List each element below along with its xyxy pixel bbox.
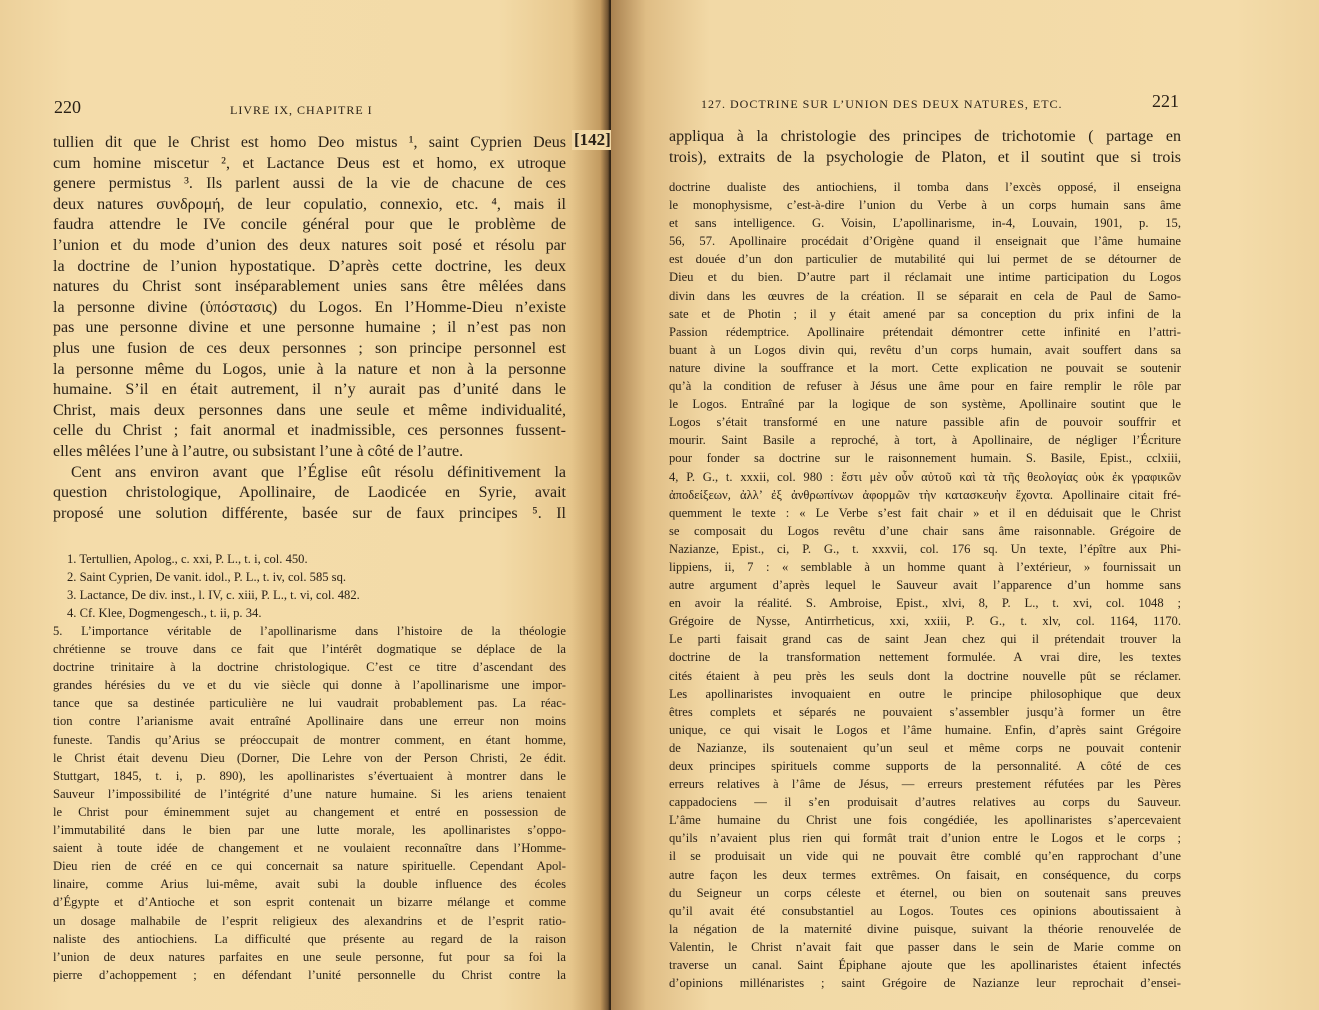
footnote-line: Sauveur l’impossibilité de l’intégrité d’une nature humaine. Si les ariens tenaient bbox=[53, 786, 566, 801]
footnote-line: naliste des antiochiens. La difficulté que présente au regard de la raison bbox=[53, 931, 566, 946]
body-line: elles mêlées l’une à l’autre, ou subsistant l’une à côté de l’autre. bbox=[53, 442, 464, 460]
footnote-line: il se produisait un vide qui ne pouvait être comblé qu’en rapprochant d’une bbox=[669, 849, 1181, 864]
footnote-line: l’union de deux natures parfaites en une seule personne, fut pour sa foi la bbox=[53, 949, 566, 964]
body-line: celle du Christ ; fait anormal et inadmissible, ces personnes fussent- bbox=[53, 422, 566, 440]
footnote-line: qu’à la condition de refuser à Jésus une âme pour en faire remplir le rôle par bbox=[669, 379, 1181, 394]
running-head-left: LIVRE IX, CHAPITRE I bbox=[230, 103, 373, 117]
footnote-line: Le parti faisait grand cas de saint Jean chez qui il prétendait trouver la bbox=[669, 632, 1181, 647]
footnote-line: 1. Tertullien, Apolog., c. xxi, P. L., t. i, col. 450. bbox=[67, 552, 308, 566]
body-line: appliqua à la christologie des principes de trichotomie ( partage en bbox=[669, 128, 1181, 145]
body-line: Cent ans environ avant que l’Église eût résolu définitivement la bbox=[71, 463, 566, 481]
page-number-left: 220 bbox=[54, 97, 81, 117]
left-body-text bbox=[53, 133, 566, 524]
footnote-line: deux principes spirituels comme supports de la personnalité. A côté de ces bbox=[669, 759, 1181, 773]
footnote-line: divin dans les œuvres de la création. Il se séparait en cela de Paul de Samo- bbox=[669, 288, 1181, 303]
right-page bbox=[611, 0, 1319, 1010]
footnote-line: Logos s’était transformé en une nature passible afin de pouvoir souffrir et bbox=[669, 415, 1181, 430]
footnote-line: l’immutabilité dans le bien par une lutte morale, les apollinaristes s’oppo- bbox=[53, 823, 566, 838]
footnote-line: ἀποδείξεων, ἀλλ’ ἐξ ἀνθρωπίνων ἀφορμῶν τὴν κατασκευὴν ἔχοντα. Apollinaire citait fré- bbox=[669, 487, 1181, 502]
body-line: question christologique, Apollinaire, de Laodicée en Syrie, avait bbox=[53, 484, 566, 502]
body-line: l’union et du mode d’union des deux natures soit posé et résolu par bbox=[53, 236, 566, 254]
footnote-line: d’opinions millénaristes ; saint Grégoire de Nazianze leur reprochait d’ensei- bbox=[669, 976, 1181, 991]
body-line: la personne même du Logos, unie à la nature et non à la personne bbox=[53, 360, 566, 378]
footnote-line: 5. L’importance véritable de l’apollinarisme dans l’histoire de la théologie bbox=[53, 624, 566, 638]
right-footnotes bbox=[669, 178, 1181, 992]
body-line: natures du Christ sont inséparablement unies sans être mêlées dans bbox=[53, 278, 566, 296]
body-line: trois), extraits de la psychologie de Platon, et il soutint que si trois bbox=[669, 148, 1181, 166]
footnote-line: 3. Lactance, De div. inst., l. IV, c. xiii, P. L., t. vi, col. 482. bbox=[67, 588, 360, 603]
footnote-line: autre argument d’après lequel le Sauveur avait l’apparence d’un homme sans bbox=[669, 578, 1181, 593]
footnote-line: de Nazianze, ils soutenaient qu’un seul et même corps ne pouvait contenir bbox=[669, 740, 1181, 755]
footnote-line: Les apollinaristes invoquaient en outre le principe philosophique que deux bbox=[669, 686, 1181, 701]
footnote-line: linaire, comme Arius lui-même, avait subi la double influence des écoles bbox=[53, 877, 566, 892]
footnote-line: Passion rédemptrice. Apollinaire prétendait démontrer cette infinité en l’attri- bbox=[669, 324, 1181, 339]
footnote-line: cités étaient à peu près les seuls dont la doctrine nouvelle pût se réclamer. bbox=[669, 668, 1181, 683]
footnote-line: funeste. Tandis qu’Arius se préoccupait de montrer comment, en étant homme, bbox=[53, 732, 566, 747]
footnote-line: Valentin, le Christ n’avait fait que passer dans le sein de Marie comme on bbox=[669, 939, 1181, 954]
footnote-line: Stuttgart, 1845, t. i, p. 890), les apollinaristes s’évertuaient à montrer dans le bbox=[53, 768, 566, 783]
footnote-line: nature divine la souffrance et la mort. Cette explication ne pouvait se soutenir bbox=[669, 360, 1181, 375]
footnote-line: Grégoire de Nysse, Antirrheticus, xxi, xxiii, P. G., t. xlv, col. 1164, 1170. bbox=[669, 614, 1181, 629]
left-footnote-5 bbox=[53, 622, 566, 984]
body-line: pas une personne divine et une personne humaine ; il n’est pas non bbox=[53, 319, 566, 337]
footnote-line: autre façon les deux termes extrêmes. On faisait, en conséquence, du corps bbox=[669, 867, 1181, 882]
body-line: la doctrine de l’union hypostatique. D’après cette doctrine, les deux bbox=[53, 257, 566, 275]
footnote-line: chrétienne se trouve dans ce fait que l’intérêt dogmatique se déplace de la bbox=[53, 642, 566, 657]
footnote-line: unique, ce qui visait le Logos et l’âme humaine. Enfin, d’après saint Grégoire bbox=[669, 722, 1181, 737]
left-footnotes-short bbox=[53, 550, 566, 622]
body-line: plus une fusion de ces deux personnes ; son principe personnel est bbox=[53, 339, 566, 357]
footnote-line: 2. Saint Cyprien, De vanit. idol., P. L., t. iv, col. 585 sq. bbox=[67, 570, 347, 585]
footnote-line: êtres complets et séparés ne pouvaient s’assembler jusqu’à former un être bbox=[669, 704, 1181, 719]
left-page bbox=[0, 0, 608, 1010]
footnote-line: pour fonder sa doctrine sur le raisonnement humain. S. Basile, Epist., cclxiii, bbox=[669, 451, 1181, 466]
footnote-line: doctrine de la transformation nettement formulée. A vrai dire, les textes bbox=[669, 650, 1181, 665]
footnote-line: le Christ était devenu Dieu (Dorner, Die Lehre von der Person Christi, 2e édit. bbox=[53, 750, 566, 765]
footnote-line: Nazianze, Epist., ci, P. G., t. xxxvii, col. 176 sq. Un texte, l’épître aux Phi- bbox=[669, 541, 1181, 556]
body-line: tullien dit que le Christ est homo Deo mistus ¹, saint Cyprien Deus bbox=[53, 134, 566, 151]
footnote-line: doctrine trinitaire à la doctrine christologique. C’est ce titre d’ascendant des bbox=[53, 660, 566, 675]
footnote-line: tion contre l’arianisme avait entraîné Apollinaire dans une erreur non moins bbox=[53, 714, 566, 729]
footnote-line: tance que sa destinée particulière ne lui vaudrait probablement pas. La réac- bbox=[53, 696, 566, 711]
footnote-line: pierre d’achoppement ; en défendant l’unité personnelle du Christ contre la bbox=[53, 967, 566, 982]
running-head-right: 127. DOCTRINE SUR L’UNION DES DEUX NATURES, ETC. bbox=[701, 97, 1063, 111]
footnote-line: traverse un canal. Saint Épiphane ajoute que les apollinaristes étaient infectés bbox=[669, 958, 1181, 973]
margin-reference: [142] bbox=[574, 130, 611, 149]
footnote-line: le monophysisme, c’est-à-dire l’union du Verbe à un corps humain sans âme bbox=[669, 198, 1181, 213]
footnote-line: Dieu et du bien. D’autre part il réclamait une intime participation du Logos bbox=[669, 270, 1181, 285]
body-line: genere permistus ³. Ils parlent aussi de la vie de chacune de ces bbox=[53, 175, 566, 193]
footnote-line: 56, 57. Apollinaire procédait d’Origène quand il enseignait que l’âme humaine bbox=[669, 234, 1181, 249]
footnote-line: le Logos. Entraîné par la logique de son système, Apollinaire soutint que le bbox=[669, 397, 1181, 412]
footnote-line: qu’il avait été consubstantiel au Logos. Toutes ces opinions aboutissaient à bbox=[669, 903, 1181, 918]
footnote-line: et sans intelligence. G. Voisin, L’apollinarisme, in-4, Louvain, 1901, p. 15, bbox=[669, 216, 1181, 231]
footnote-line: la négation de la maternité divine puisque, suivant la théorie renouvelée de bbox=[669, 921, 1181, 936]
body-line: humaine. S’il en était autrement, il n’y aurait pas d’unité dans le bbox=[53, 381, 566, 399]
body-line: cum homine miscetur ², et Lactance Deus est et homo, ex utroque bbox=[53, 154, 566, 172]
footnote-line: Dieu rien de créé en ce qui concernait sa nature spirituelle. Cependant Apol- bbox=[53, 859, 566, 874]
footnote-line: sate et de Photin ; il y était amené par sa conception du prix infini de la bbox=[669, 306, 1181, 321]
footnote-line: est douée d’un don particulier de mutabilité qui lui permet de se détourner de bbox=[669, 252, 1181, 267]
right-body-text bbox=[669, 127, 1181, 168]
footnote-line: erreurs relatives à l’âme de Jésus, — erreurs prestement réfutées par les Pères bbox=[669, 777, 1181, 792]
footnote-line: lippiens, ii, 7 : « semblable à un homme quant à l’extérieur, » fournissait un bbox=[669, 559, 1181, 574]
footnote-line: 4. Cf. Klee, Dogmengesch., t. ii, p. 34. bbox=[67, 606, 262, 621]
footnote-line: saient à toute idée de changement et ne voulaient reconnaître dans l’Homme- bbox=[53, 841, 566, 856]
page-number-right: 221 bbox=[1152, 91, 1179, 111]
footnote-line: buant à un Logos divin qui, revêtu d’un corps humain, avait souffert dans sa bbox=[669, 342, 1181, 357]
footnote-line: mourir. Saint Basile a reproché, à tort, à Apollinaire, de négliger l’Écriture bbox=[669, 433, 1181, 448]
footnote-line: 4, P. G., t. xxxii, col. 980 : ἔστι μὲν οὖν αὐτοῦ καὶ τὰ τῆς θεολογίας οὐκ ἐκ γραφικῶν bbox=[669, 469, 1181, 484]
footnote-line: quemment le texte : « Le Verbe s’est fait chair » et il en déduisait que le Christ bbox=[669, 505, 1181, 520]
footnote-line: se composait du Logos revêtu d’une chair sans âme raisonnable. Grégoire de bbox=[669, 523, 1181, 538]
footnote-line: L’âme humaine du Christ une fois congédiée, les apollinaristes s’apercevaient bbox=[669, 813, 1181, 828]
footnote-line: du Seigneur un corps céleste et éternel, ou bien on soutenait sans preuves bbox=[669, 885, 1181, 900]
footnote-line: doctrine dualiste des antiochiens, il tomba dans l’excès opposé, il enseigna bbox=[669, 180, 1181, 194]
body-line: proposé une solution différente, basée sur de faux principes ⁵. Il bbox=[53, 504, 566, 522]
body-line: deux natures συνδρομή, de leur copulatio, connexio, etc. ⁴, mais il bbox=[53, 195, 566, 213]
footnote-line: d’Égypte et d’Antioche et son esprit contenait un bizarre mélange et comme bbox=[53, 895, 566, 910]
body-line: faudra attendre le IVe concile général pour que le problème de bbox=[53, 216, 566, 234]
footnote-line: cappadociens — il s’en produisait d’autres relatives au corps du Sauveur. bbox=[669, 795, 1181, 810]
body-line: Christ, mais deux personnes dans une seule et même individualité, bbox=[53, 401, 566, 419]
footnote-line: en avoir la réalité. S. Ambroise, Epist., xlvi, 8, P. L., t. xvi, col. 1048 ; bbox=[669, 596, 1181, 611]
footnote-line: qu’ils n’avaient plus rien qui formât trait d’union entre le Logos et le corps ; bbox=[669, 831, 1181, 846]
footnote-line: grandes hérésies du ve et du vie siècle qui donne à l’apollinarisme une impor- bbox=[53, 678, 566, 693]
footnote-line: un dosage malhabile de l’esprit religieux des alexandrins et de l’esprit ratio- bbox=[53, 913, 566, 928]
body-line: la personne divine (ὑπόστασις) du Logos. En l’Homme-Dieu n’existe bbox=[53, 298, 566, 316]
footnote-line: le Christ pour éminemment sujet au changement et entré en possession de bbox=[53, 804, 566, 819]
